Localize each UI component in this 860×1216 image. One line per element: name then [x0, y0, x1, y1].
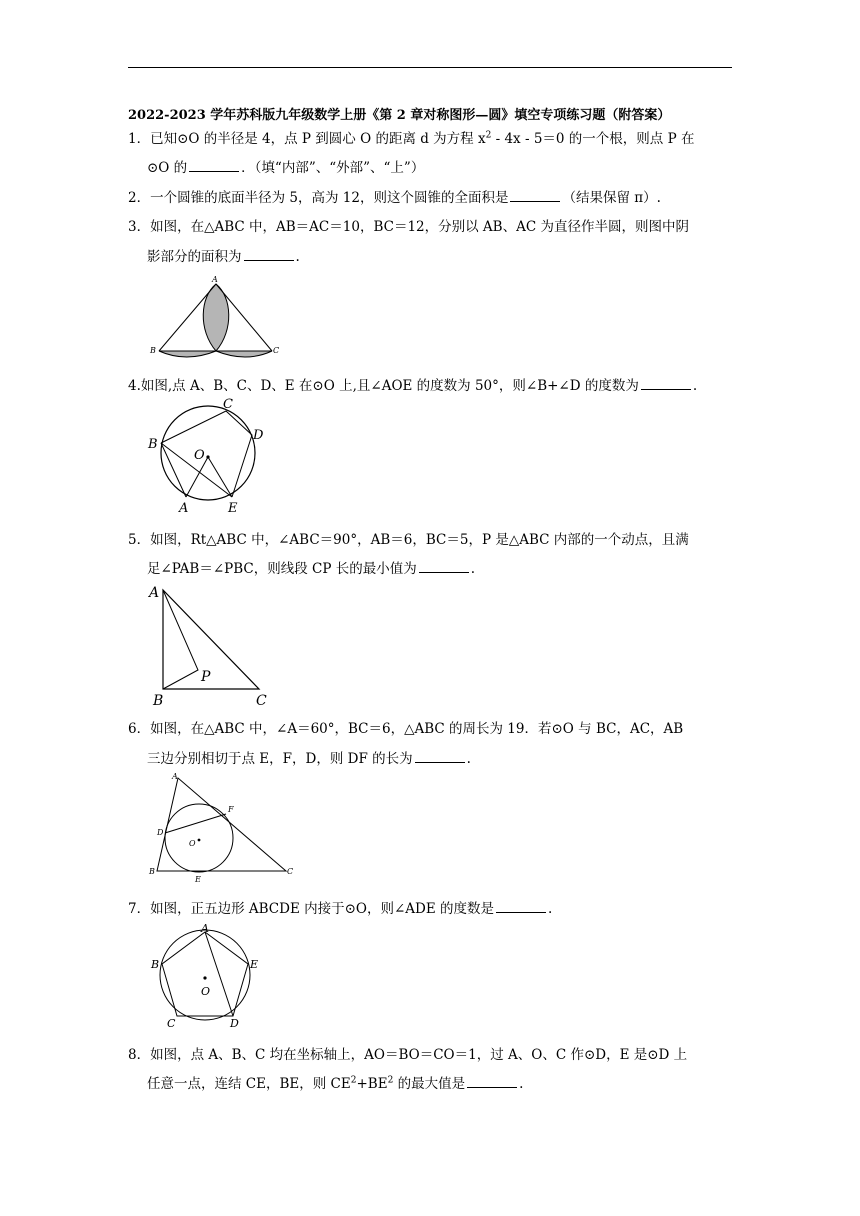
q2-text-b: （结果保留 π）. [562, 190, 661, 206]
q6-label-B: B [149, 867, 155, 876]
q7-label-D: D [230, 1017, 239, 1030]
q4-text-a: 4.如图,点 A、B、C、D、E 在⊙O 上,且∠AOE 的度数为 50°，则∠B+∠D 的度数为 [128, 378, 639, 394]
q8-sup-1: 2 [350, 1075, 357, 1086]
page-title: 2022-2023 学年苏科版九年级数学上册《第 2 章对称图形—圆》填空专项练习题（附答案） [128, 108, 671, 123]
q8-sup-2: 2 [387, 1075, 394, 1086]
answer-blank-4[interactable] [641, 379, 691, 390]
q6-label-E: E [195, 875, 201, 884]
q1-text-a: 1．已知⊙O 的半径是 4，点 P 到圆心 O 的距离 d 为方程 x [128, 131, 486, 147]
q7-label-O: O [201, 985, 211, 998]
q7-label-A: A [201, 922, 209, 935]
q8-text-d: 的最大值是 [393, 1076, 466, 1092]
q4-label-E: E [228, 501, 238, 516]
q7-label-C: C [167, 1017, 176, 1030]
question-4 [128, 374, 697, 394]
q5-label-B: B [153, 693, 164, 709]
question-7 [128, 897, 552, 917]
q5-label-C: C [256, 693, 267, 709]
q8-text-e: . [519, 1076, 524, 1092]
answer-blank-2[interactable] [510, 191, 560, 202]
header-rule [128, 67, 732, 68]
q6-label-F: F [228, 805, 234, 814]
q1-sup: 2 [485, 130, 492, 141]
q3-label-B: B [150, 346, 156, 355]
q6-label-D: D [157, 828, 164, 837]
answer-blank-7[interactable] [496, 902, 546, 913]
q6-text-c: . [466, 751, 471, 767]
q1-text-c: ⊙O 的 [147, 160, 188, 176]
q7-label-B: B [151, 958, 160, 971]
q4-label-B: B [148, 437, 158, 452]
q3-text-c: . [295, 249, 300, 265]
answer-blank-8[interactable] [467, 1077, 517, 1088]
question-5-line-2 [147, 557, 475, 577]
question-3-line-1: 3．如图，在△ABC 中，AB＝AC＝10，BC＝12，分别以 AB、AC 为直径作半圆，则图中阴 [128, 219, 689, 235]
question-6-line-1: 6．如图，在△ABC 中，∠A＝60°，BC＝6，△ABC 的周长为 19．若⊙O 与 BC，AC，AB [128, 721, 684, 737]
figure-q4-circle [146, 397, 268, 517]
answer-blank-5[interactable] [419, 562, 469, 573]
q5-label-A: A [149, 585, 160, 601]
q6-label-C: C [287, 867, 294, 876]
answer-blank-3[interactable] [244, 250, 294, 261]
answer-blank-6[interactable] [415, 752, 465, 763]
question-5-line-1: 5．如图，Rt△ABC 中，∠ABC＝90°，AB＝6，BC＝5，P 是△ABC 内部的一个动点，且满 [128, 532, 689, 548]
q8-text-c: +BE [356, 1076, 388, 1092]
figure-q6-incircle [146, 770, 298, 886]
q3-label-C: C [273, 346, 280, 355]
question-8-line-2 [147, 1072, 523, 1092]
q4-text-b: . [692, 378, 698, 394]
question-2 [128, 186, 661, 206]
q6-label-A: A [172, 772, 178, 781]
q2-text-a: 2．一个圆锥的底面半径为 5，高为 12，则这个圆锥的全面积是 [128, 190, 509, 206]
q1-text-b: - 4x - 5＝0 的一个根，则点 P 在 [491, 131, 695, 147]
q4-label-D: D [253, 428, 264, 443]
answer-blank-1[interactable] [189, 161, 239, 172]
q1-text-d: ．（填“内部”、“外部”、“上”） [241, 160, 425, 176]
question-6-line-2 [147, 747, 471, 767]
q5-label-P: P [201, 669, 211, 685]
figure-q3-triangle-semicircles [146, 272, 282, 362]
figure-q7-pentagon [146, 920, 268, 1030]
q8-text-b: 任意一点，连结 CE，BE，则 CE [147, 1076, 351, 1092]
question-3-line-2 [147, 245, 300, 265]
q6-text-b: 三边分别相切于点 E，F，D，则 DF 的长为 [147, 751, 413, 767]
q4-label-A: A [179, 501, 189, 516]
q5-text-b: 足∠PAB＝∠PBC，则线段 CP 长的最小值为 [147, 561, 417, 577]
figure-q5-right-triangle [146, 582, 274, 710]
question-8-line-1: 8．如图，点 A、B、C 均在坐标轴上，AO＝BO＝CO＝1，过 A、O、C 作⊙D，E 是⊙D 上 [128, 1047, 688, 1063]
question-1-line-2 [147, 156, 424, 176]
q7-text-b: . [548, 901, 553, 917]
q5-text-c: . [470, 561, 476, 577]
q4-label-C: C [223, 397, 233, 412]
q7-text-a: 7．如图，正五边形 ABCDE 内接于⊙O，则∠ADE 的度数是 [128, 901, 495, 917]
q4-label-O: O [194, 448, 205, 463]
q6-label-O: O [189, 839, 196, 848]
question-1-line-1 [128, 127, 694, 147]
q7-label-E: E [250, 958, 259, 971]
q3-label-A: A [212, 275, 218, 284]
q3-text-b: 影部分的面积为 [147, 249, 242, 265]
